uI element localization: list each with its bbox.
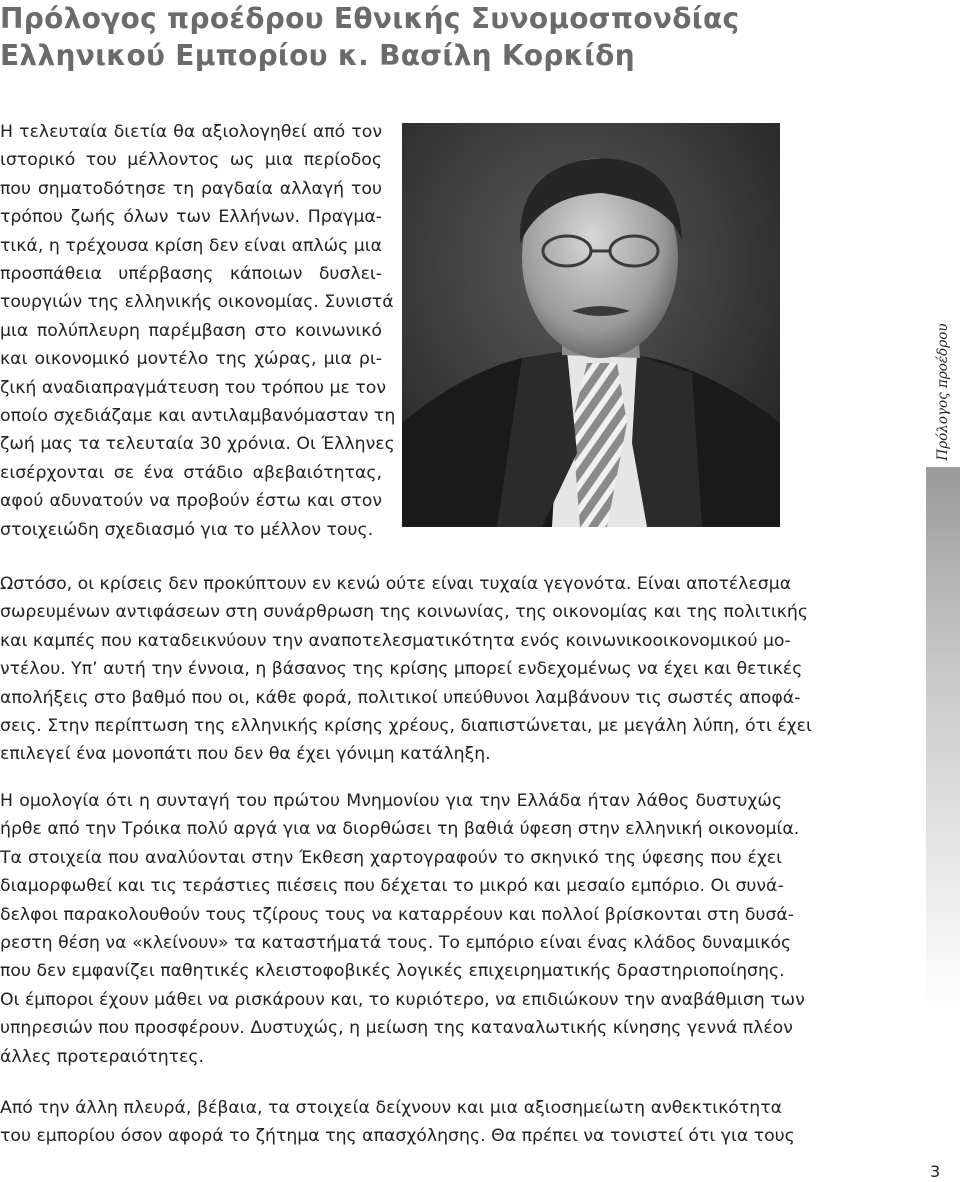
text-line: οποίο σχεδιάζαμε και αντιλαμβανόμασταν τη: [0, 406, 396, 427]
text-line: δελφοι παρακολουθούν τους τζίρους τους να καταρρέουν και πολλοί βρίσκονται στη δυσά-: [0, 904, 794, 925]
side-section-tab: [926, 467, 960, 1009]
text-line: Η τελευταία διετία θα αξιολογηθεί από τον: [0, 122, 382, 142]
text-line: άλλες προτεραιότητες.: [0, 1046, 205, 1067]
text-line: ζική αναδιαπραγμάτευση του τρόπου με τον: [0, 377, 386, 398]
text-line: υπηρεσιών που προσφέρουν. Δυστυχώς, η μείωση της καταναλωτικής κίνησης γεννά πλέον: [0, 1018, 793, 1039]
president-portrait-photo: [402, 123, 780, 527]
text-line: ιστορικό του μέλλοντος ως μια περίοδος: [0, 150, 382, 171]
text-line: απολήξεις στο βαθμό που οι, κάθε φορά, πολιτικοί υπεύθυνοι λαμβάνουν τις σωστές αποφά-: [0, 687, 801, 708]
page-title: [0, 0, 760, 74]
text-line: και οικονομικό μοντέλο της χώρας, μια ρι-: [0, 349, 382, 370]
text-line: Οι έμποροι έχουν μάθει να ρισκάρουν και, το κυριότερο, να επιδιώκουν την αναβάθμιση των: [0, 989, 805, 1010]
text-line: Από την άλλη πλευρά, βέβαια, τα στοιχεία δείχνουν και μια αξιοσημείωτη ανθεκτικότητα: [0, 1098, 782, 1118]
text-line: εισέρχονται σε ένα στάδιο αβεβαιότητας,: [0, 462, 382, 483]
text-line: μια πολύπλευρη παρέμβαση στο κοινωνικό: [0, 320, 382, 341]
text-line: Ωστόσο, οι κρίσεις δεν προκύπτουν εν κενώ ούτε είναι τυχαία γεγονότα. Είναι αποτέλεσμα: [0, 574, 792, 594]
text-line: ήρθε από την Τρόικα πολύ αργά για να διορθώσει τη βαθιά ύφεση στην ελληνική οικονομία.: [0, 819, 800, 840]
text-line: τικά, η τρέχουσα κρίση δεν είναι απλώς μια: [0, 235, 382, 256]
paragraph-memorandum: [0, 787, 805, 1071]
text-line: και καμπές που καταδεικνύουν την αναποτελεσματικότητα ενός κοινωνικοοικονομικού μο-: [0, 630, 791, 651]
text-line: Η ομολογία ότι η συνταγή του πρώτου Μνημονίου για την Ελλάδα ήταν λάθος δυστυχώς: [0, 791, 782, 811]
text-line: τρόπου ζωής όλων των Ελλήνων. Πραγμα-: [0, 207, 382, 228]
paragraph-employment: [0, 1094, 795, 1151]
title-line: Πρόλογος προέδρου Εθνικής Συνομοσπονδίας: [0, 2, 740, 35]
text-line: διαμορφωθεί και τις τεράστιες πιέσεις που δέχεται το μικρό και μεσαίο εμπόριο. Οι συνά-: [0, 876, 784, 897]
text-line: σωρευμένων αντιφάσεων στη συνάρθρωση της κοινωνίας, της οικονομίας και της πολιτικής: [0, 602, 809, 623]
text-line: που δεν εμφανίζει παθητικές κλειστοφοβικές λογικές επιχειρηματικής δραστηριοποίησης.: [0, 961, 785, 982]
paragraph-crisis: [0, 570, 812, 769]
side-section-label: Πρόλογος προέδρου: [935, 323, 951, 461]
text-line: τουργιών της ελληνικής οικονομίας. Συνιστά: [0, 292, 394, 313]
text-line: στοιχειώδη σχεδιασμό για το μέλλον τους.: [0, 519, 374, 540]
text-line: που σηματοδότησε τη ραγδαία αλλαγή του: [0, 178, 382, 199]
paragraph-intro: [0, 118, 396, 544]
title-line: Ελληνικού Εμπορίου κ. Βασίλη Κορκίδη: [0, 39, 635, 72]
text-line: ντέλου. Υπ’ αυτή την έννοια, η βάσανος της κρίσης μπορεί ενδεχομένως να έχει και θετικές: [0, 659, 803, 680]
text-line: αφού αδυνατούν να προβούν έστω και στον: [0, 491, 382, 512]
text-line: επιλεγεί ένα μονοπάτι που δεν θα έχει γόνιμη κατάληξη.: [0, 744, 491, 765]
text-line: προσπάθεια υπέρβασης κάποιων δυσλει-: [0, 264, 382, 285]
text-line: ρεστη θέση να «κλείνουν» τα καταστήματά τους. Το εμπόριο είναι ένας κλάδος δυναμικός: [0, 933, 792, 954]
page-number: 3: [930, 1162, 941, 1181]
text-line: ζωή μας τα τελευταία 30 χρόνια. Οι Έλληνες: [0, 434, 395, 455]
text-line: Τα στοιχεία που αναλύονται στην Έκθεση χαρτογραφούν το σκηνικό της ύφεσης που έχει: [0, 847, 782, 868]
text-line: του εμπορίου όσον αφορά το ζήτημα της απασχόλησης. Θα πρέπει να τονιστεί ότι για τους: [0, 1126, 795, 1147]
text-line: σεις. Στην περίπτωση της ελληνικής κρίσης χρέους, διαπιστώνεται, με μεγάλη λύπη, ότι έχει: [0, 716, 812, 737]
